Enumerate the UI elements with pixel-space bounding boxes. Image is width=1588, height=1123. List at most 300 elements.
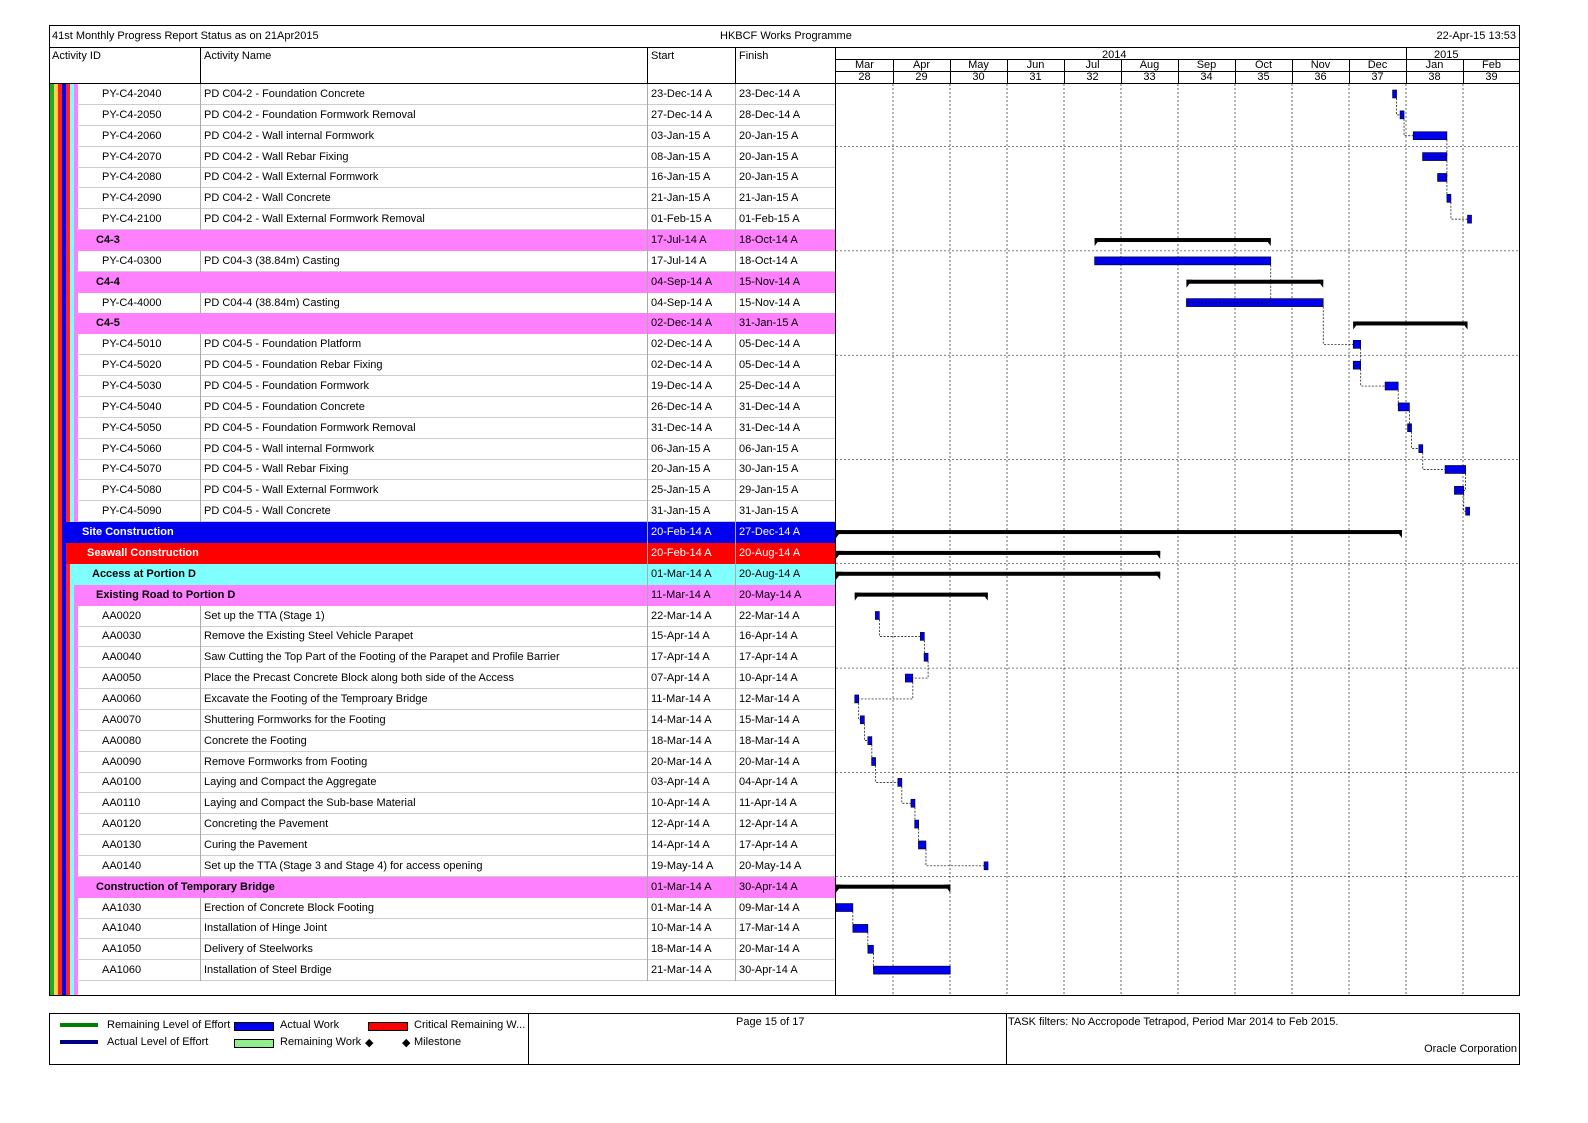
start-date: 31-Jan-15 A — [651, 505, 711, 518]
report-header — [49, 25, 1520, 47]
activity-bar — [868, 737, 872, 745]
finish-date: 20-May-14 A — [739, 859, 802, 872]
activity-id: PY-C4-5030 — [102, 380, 162, 393]
activity-name: Concrete the Footing — [204, 734, 307, 747]
table-row[interactable] — [50, 918, 836, 939]
finish-date: 18-Mar-14 A — [739, 734, 800, 747]
table-row[interactable] — [50, 105, 836, 126]
legend-swatch-remaining-loe — [60, 1023, 98, 1027]
table-row[interactable] — [50, 376, 836, 397]
start-date: 14-Mar-14 A — [651, 713, 712, 726]
finish-date: 30-Apr-14 A — [739, 880, 798, 893]
start-date: 27-Dec-14 A — [651, 108, 713, 121]
table-row[interactable] — [50, 710, 836, 731]
finish-date: 31-Dec-14 A — [739, 400, 801, 413]
start-date: 03-Jan-15 A — [651, 129, 711, 142]
legend-swatch-actual-work — [234, 1022, 274, 1031]
activity-name: PD C04-2 - Foundation Concrete — [204, 88, 365, 100]
month-label: Mar — [855, 59, 874, 71]
activity-bar — [875, 612, 879, 620]
activity-name: PD C04-4 (38.84m) Casting — [204, 296, 340, 309]
dependency-link — [876, 766, 898, 783]
col-start[interactable]: Start — [651, 50, 675, 62]
activity-id: PY-C4-5020 — [102, 359, 162, 372]
activity-name: Erection of Concrete Block Footing — [204, 901, 374, 914]
finish-date: 31-Jan-15 A — [739, 505, 799, 518]
start-date: 20-Feb-14 A — [651, 546, 712, 559]
finish-date: 15-Nov-14 A — [739, 275, 801, 288]
activity-name: Set up the TTA (Stage 1) — [204, 609, 325, 622]
week-label: 32 — [1086, 71, 1099, 83]
table-row[interactable] — [50, 689, 836, 710]
finish-date: 15-Nov-14 A — [739, 296, 801, 309]
finish-date: 27-Dec-14 A — [739, 526, 801, 539]
activity-id: PY-C4-5060 — [102, 442, 162, 455]
table-row[interactable] — [50, 898, 836, 919]
start-date: 02-Dec-14 A — [651, 338, 713, 351]
finish-date: 23-Dec-14 A — [739, 88, 801, 100]
legend-actual-work: Actual Work — [280, 1019, 340, 1031]
activity-name: PD C04-5 - Wall Rebar Fixing — [204, 463, 349, 476]
year-label: 2015 — [1434, 49, 1459, 61]
table-row[interactable] — [50, 418, 836, 439]
activity-name: Set up the TTA (Stage 3 and Stage 4) for access opening — [204, 859, 483, 872]
table-row[interactable] — [50, 480, 836, 501]
group-title: C4-4 — [96, 275, 120, 288]
group-row[interactable] — [50, 313, 836, 334]
col-activity-id[interactable]: Activity ID — [52, 50, 101, 62]
table-row[interactable] — [50, 188, 836, 209]
table-row[interactable] — [50, 501, 836, 522]
activity-bar — [1385, 382, 1398, 390]
activity-id: PY-C4-0300 — [102, 254, 162, 267]
dependency-link — [1397, 98, 1400, 115]
task-filters: TASK filters: No Accropode Tetrapod, Period Mar 2014 to Feb 2015. — [1008, 1016, 1339, 1028]
finish-date: 29-Jan-15 A — [739, 484, 799, 497]
activity-name: PD C04-2 - Wall internal Formwork — [204, 129, 375, 142]
dependency-link — [902, 786, 911, 803]
table-row[interactable] — [50, 960, 836, 981]
year-label: 2014 — [1102, 49, 1127, 61]
legend-swatch-remaining-work — [234, 1039, 274, 1048]
activity-name: Laying and Compact the Aggregate — [204, 776, 377, 789]
group-row[interactable] — [50, 585, 836, 606]
table-row[interactable] — [50, 126, 836, 147]
activity-bar — [911, 799, 915, 807]
activity-name: Shuttering Formworks for the Footing — [204, 713, 386, 726]
finish-date: 09-Mar-14 A — [739, 901, 800, 914]
activity-id: PY-C4-2080 — [102, 171, 162, 184]
table-row[interactable] — [50, 84, 836, 105]
start-date: 06-Jan-15 A — [651, 442, 711, 455]
table-row[interactable] — [50, 793, 836, 814]
activity-name: PD C04-2 - Wall External Formwork — [204, 171, 379, 184]
table-row[interactable] — [50, 668, 836, 689]
table-row[interactable] — [50, 626, 836, 647]
week-label: 36 — [1314, 71, 1327, 83]
finish-date: 31-Jan-15 A — [739, 317, 799, 330]
finish-date: 04-Apr-14 A — [739, 776, 798, 789]
activity-bar — [860, 716, 864, 724]
activity-id: PY-C4-5080 — [102, 484, 162, 497]
finish-date: 21-Jan-15 A — [739, 192, 799, 205]
start-date: 10-Mar-14 A — [651, 922, 712, 935]
col-activity-name[interactable]: Activity Name — [204, 50, 272, 62]
activity-name: PD C04-2 - Wall External Formwork Removal — [204, 213, 425, 226]
report-title: 41st Monthly Progress Report Status as on 21Apr2015 — [52, 30, 319, 42]
finish-date: 22-Mar-14 A — [739, 609, 800, 622]
group-row[interactable] — [50, 877, 836, 898]
summary-bar-cap — [1353, 321, 1359, 329]
activity-name: PD C04-5 - Foundation Rebar Fixing — [204, 359, 383, 372]
activity-name: Remove Formworks from Footing — [204, 755, 368, 768]
activity-id: AA0100 — [102, 776, 142, 789]
activity-table — [49, 84, 836, 996]
week-label: 28 — [858, 71, 871, 83]
legend-remaining-work: Remaining Work — [280, 1036, 362, 1048]
activity-bar — [898, 778, 902, 786]
finish-date: 28-Dec-14 A — [739, 108, 801, 121]
week-label: 30 — [972, 71, 985, 83]
activity-id: PY-C4-2040 — [102, 88, 162, 100]
activity-bar — [1447, 194, 1451, 202]
activity-bar — [1466, 507, 1470, 515]
start-date: 26-Dec-14 A — [651, 400, 713, 413]
activity-id: AA0110 — [102, 797, 141, 810]
activity-name: PD C04-3 (38.84m) Casting — [204, 254, 340, 267]
group-title: Site Construction — [82, 526, 174, 539]
col-finish[interactable]: Finish — [739, 50, 769, 62]
start-date: 18-Mar-14 A — [651, 734, 712, 747]
start-date: 03-Apr-14 A — [651, 776, 710, 789]
start-date: 21-Mar-14 A — [651, 964, 712, 977]
activity-bar — [1095, 257, 1271, 265]
month-label: Feb — [1482, 59, 1501, 71]
activity-id: PY-C4-2100 — [102, 213, 162, 226]
finish-date: 17-Mar-14 A — [739, 922, 800, 935]
start-date: 01-Mar-14 A — [651, 880, 712, 893]
start-date: 07-Apr-14 A — [651, 672, 710, 685]
activity-bar — [920, 632, 924, 640]
start-date: 20-Mar-14 A — [651, 755, 712, 768]
activity-name: PD C04-5 - Foundation Formwork — [204, 380, 370, 393]
finish-date: 10-Apr-14 A — [739, 672, 798, 685]
dependency-link — [1404, 119, 1413, 136]
start-date: 17-Jul-14 A — [651, 254, 707, 267]
activity-name: Concreting the Pavement — [204, 818, 329, 831]
activity-id: AA0060 — [102, 692, 142, 705]
week-label: 33 — [1143, 71, 1156, 83]
group-row[interactable] — [50, 564, 836, 585]
activity-id: PY-C4-5090 — [102, 505, 162, 518]
week-label: 35 — [1257, 71, 1270, 83]
table-row[interactable] — [50, 439, 836, 460]
finish-date: 18-Oct-14 A — [739, 254, 798, 267]
table-row[interactable] — [50, 293, 836, 314]
finish-date: 16-Apr-14 A — [739, 630, 798, 643]
activity-id: AA1050 — [102, 943, 142, 956]
start-date: 19-Dec-14 A — [651, 380, 713, 393]
activity-name: PD C04-2 - Wall Rebar Fixing — [204, 150, 349, 163]
activity-name: PD C04-5 - Foundation Concrete — [204, 400, 365, 413]
summary-bar-cap — [1462, 321, 1468, 329]
activity-name: Curing the Pavement — [204, 838, 308, 851]
finish-date: 05-Dec-14 A — [739, 359, 801, 372]
activity-name: Saw Cutting the Top Part of the Footing of the Parapet and Profile Barrier — [204, 651, 560, 664]
dependency-link — [926, 849, 984, 866]
finish-date: 01-Feb-15 A — [739, 213, 800, 226]
finish-date: 30-Jan-15 A — [739, 463, 799, 476]
activity-bar — [868, 945, 874, 953]
activity-name: Installation of Steel Brdige — [204, 964, 332, 977]
page-number: Page 15 of 17 — [736, 1016, 805, 1028]
activity-bar — [1393, 90, 1397, 98]
milestone-diamond-icon: ◆ — [365, 1037, 374, 1049]
group-title: Seawall Construction — [87, 546, 199, 559]
table-row[interactable] — [50, 731, 836, 752]
activity-id: PY-C4-5050 — [102, 421, 162, 434]
dependency-link — [855, 682, 913, 699]
finish-date: 20-Aug-14 A — [739, 567, 801, 580]
finish-date: 20-Mar-14 A — [739, 755, 800, 768]
summary-bar — [1186, 280, 1323, 284]
activity-id: PY-C4-2060 — [102, 129, 162, 142]
table-row[interactable] — [50, 814, 836, 835]
table-row[interactable] — [50, 209, 836, 230]
finish-date: 31-Dec-14 A — [739, 421, 801, 434]
timescale-header — [836, 47, 1520, 84]
table-row[interactable] — [50, 835, 836, 856]
finish-date: 17-Apr-14 A — [739, 838, 798, 851]
table-row[interactable] — [50, 772, 836, 793]
start-date: 04-Sep-14 A — [651, 296, 713, 309]
week-label: 37 — [1371, 71, 1384, 83]
activity-name: Installation of Hinge Joint — [204, 922, 327, 935]
activity-bar — [836, 904, 853, 912]
start-date: 25-Jan-15 A — [651, 484, 711, 497]
group-title: Construction of Temporary Bridge — [96, 880, 275, 893]
activity-name: PD C04-2 - Wall Concrete — [204, 192, 331, 205]
activity-name: Place the Precast Concrete Block along both side of the Access — [204, 672, 515, 685]
activity-id: PY-C4-4000 — [102, 296, 162, 309]
finish-date: 20-Mar-14 A — [739, 943, 800, 956]
activity-id: AA1030 — [102, 901, 142, 914]
activity-name: PD C04-5 - Wall internal Formwork — [204, 442, 375, 455]
finish-date: 06-Jan-15 A — [739, 442, 799, 455]
start-date: 18-Mar-14 A — [651, 943, 712, 956]
activity-bar — [1353, 340, 1360, 348]
activity-id: AA1060 — [102, 964, 142, 977]
activity-name: PD C04-5 - Foundation Formwork Removal — [204, 421, 416, 434]
report-frame — [49, 25, 1520, 1065]
finish-date: 12-Apr-14 A — [739, 818, 798, 831]
start-date: 21-Jan-15 A — [651, 192, 711, 205]
group-title: Access at Portion D — [92, 567, 196, 580]
month-label: Dec — [1367, 59, 1388, 71]
finish-date: 30-Apr-14 A — [739, 964, 798, 977]
summary-bar — [836, 530, 1402, 534]
activity-name: PD C04-5 - Wall External Formwork — [204, 484, 379, 497]
week-label: 34 — [1200, 71, 1213, 83]
start-date: 12-Apr-14 A — [651, 818, 710, 831]
milestone-diamond-icon: ◆ — [402, 1037, 411, 1049]
activity-bar — [1419, 445, 1423, 453]
month-label: Jan — [1425, 59, 1444, 71]
table-row[interactable] — [50, 251, 836, 272]
activity-bar — [1445, 465, 1466, 473]
month-label: Jun — [1026, 59, 1045, 71]
finish-date: 20-Jan-15 A — [739, 150, 799, 163]
gantt-chart — [836, 84, 1520, 996]
activity-id: AA0040 — [102, 651, 142, 664]
finish-date: 05-Dec-14 A — [739, 338, 801, 351]
activity-name: Delivery of Steelworks — [204, 943, 313, 956]
activity-bar — [873, 966, 950, 974]
activity-id: AA0140 — [102, 859, 142, 872]
finish-date: 25-Dec-14 A — [739, 380, 801, 393]
start-date: 20-Jan-15 A — [651, 463, 711, 476]
group-title: Existing Road to Portion D — [96, 588, 236, 601]
table-row[interactable] — [50, 606, 836, 627]
week-label: 38 — [1428, 71, 1441, 83]
table-row[interactable] — [50, 939, 836, 960]
activity-id: PY-C4-5040 — [102, 400, 162, 413]
column-header — [49, 47, 836, 84]
finish-date: 17-Apr-14 A — [739, 651, 798, 664]
dependency-link — [1451, 202, 1468, 219]
group-row[interactable] — [50, 543, 836, 564]
activity-id: PY-C4-2070 — [102, 150, 162, 163]
month-label: Jul — [1085, 59, 1100, 71]
legend-milestone: Milestone — [414, 1036, 462, 1048]
finish-date: 18-Oct-14 A — [739, 234, 798, 247]
activity-bar — [1413, 132, 1447, 140]
start-date: 01-Feb-15 A — [651, 213, 712, 226]
activity-bar — [1468, 215, 1472, 223]
start-date: 15-Apr-14 A — [651, 630, 710, 643]
activity-bar — [853, 924, 868, 932]
start-date: 10-Apr-14 A — [651, 797, 710, 810]
programme-title: HKBCF Works Programme — [720, 30, 852, 42]
week-label: 31 — [1029, 71, 1042, 83]
start-date: 19-May-14 A — [651, 859, 714, 872]
activity-id: PY-C4-5010 — [102, 338, 162, 351]
week-label: 29 — [915, 71, 928, 83]
table-row[interactable] — [50, 647, 836, 668]
legend-swatch-critical — [368, 1022, 408, 1031]
company-name: Oracle Corporation — [1424, 1043, 1517, 1055]
table-row[interactable] — [50, 397, 836, 418]
activity-bar — [1454, 486, 1463, 494]
finish-date: 20-Aug-14 A — [739, 546, 801, 559]
start-date: 02-Dec-14 A — [651, 317, 713, 330]
activity-id: AA1040 — [102, 922, 142, 935]
start-date: 22-Mar-14 A — [651, 609, 712, 622]
month-label: Sep — [1196, 59, 1217, 71]
group-row[interactable] — [50, 230, 836, 251]
start-date: 14-Apr-14 A — [651, 838, 710, 851]
activity-name: PD C04-5 - Foundation Platform — [204, 338, 362, 351]
week-label: 39 — [1485, 71, 1498, 83]
start-date: 11-Mar-14 A — [651, 692, 711, 705]
table-row[interactable] — [50, 752, 836, 773]
start-date: 01-Mar-14 A — [651, 567, 712, 580]
month-label: Nov — [1310, 59, 1331, 71]
group-title: C4-5 — [96, 317, 120, 330]
legend-critical-remaining: Critical Remaining W... — [414, 1019, 526, 1031]
group-row[interactable] — [50, 522, 836, 543]
activity-id: AA0050 — [102, 672, 142, 685]
summary-bar — [1353, 321, 1467, 325]
activity-name: Excavate the Footing of the Temproary Bridge — [204, 692, 428, 705]
start-date: 17-Apr-14 A — [651, 651, 710, 664]
dependency-link — [864, 724, 867, 741]
start-date: 08-Jan-15 A — [651, 150, 711, 163]
month-label: Aug — [1139, 59, 1160, 71]
activity-name: PD C04-5 - Wall Concrete — [204, 505, 331, 518]
finish-date: 20-Jan-15 A — [739, 129, 799, 142]
activity-id: AA0090 — [102, 755, 142, 768]
activity-id: PY-C4-5070 — [102, 463, 162, 476]
dependency-link — [879, 620, 920, 637]
summary-bar — [836, 572, 1160, 576]
activity-name: Remove the Existing Steel Vehicle Parapet — [204, 630, 414, 643]
activity-id: AA0120 — [102, 818, 142, 831]
table-row[interactable] — [50, 167, 836, 188]
activity-name: Laying and Compact the Sub-base Material — [204, 797, 416, 810]
activity-bar — [984, 862, 988, 870]
finish-date: 20-May-14 A — [739, 588, 802, 601]
start-date: 31-Dec-14 A — [651, 421, 713, 434]
legend-swatch-actual-loe — [60, 1040, 98, 1044]
activity-id: PY-C4-2090 — [102, 192, 162, 205]
finish-date: 12-Mar-14 A — [739, 692, 800, 705]
activity-id: AA0070 — [102, 713, 142, 726]
group-title: C4-3 — [96, 234, 120, 247]
start-date: 11-Mar-14 A — [651, 588, 711, 601]
activity-bar — [1400, 111, 1404, 119]
legend — [49, 1013, 1520, 1065]
month-label: Oct — [1254, 59, 1273, 71]
activity-id: PY-C4-2050 — [102, 108, 162, 121]
table-row[interactable] — [50, 355, 836, 376]
dependency-link — [1412, 432, 1419, 449]
table-row[interactable] — [50, 147, 836, 168]
activity-bar — [1398, 403, 1409, 411]
start-date: 02-Dec-14 A — [651, 359, 713, 372]
finish-date: 20-Jan-15 A — [739, 171, 799, 184]
month-label: Apr — [912, 59, 931, 71]
activity-name: PD C04-2 - Foundation Formwork Removal — [204, 108, 416, 121]
start-date: 16-Jan-15 A — [651, 171, 711, 184]
summary-bar — [836, 551, 1160, 555]
finish-date: 15-Mar-14 A — [739, 713, 800, 726]
start-date: 20-Feb-14 A — [651, 526, 712, 539]
group-row[interactable] — [50, 272, 836, 293]
summary-bar — [855, 593, 988, 597]
table-row[interactable] — [50, 856, 836, 877]
finish-date: 11-Apr-14 A — [739, 797, 797, 810]
legend-remaining-loe: Remaining Level of Effort — [107, 1019, 231, 1031]
start-date: 01-Mar-14 A — [651, 901, 712, 914]
activity-id: AA0030 — [102, 630, 142, 643]
activity-id: AA0130 — [102, 838, 142, 851]
report-timestamp: 22-Apr-15 13:53 — [1436, 30, 1516, 42]
table-row[interactable] — [50, 334, 836, 355]
dependency-link — [1423, 453, 1445, 470]
month-label: May — [968, 59, 989, 71]
table-row[interactable] — [50, 459, 836, 480]
